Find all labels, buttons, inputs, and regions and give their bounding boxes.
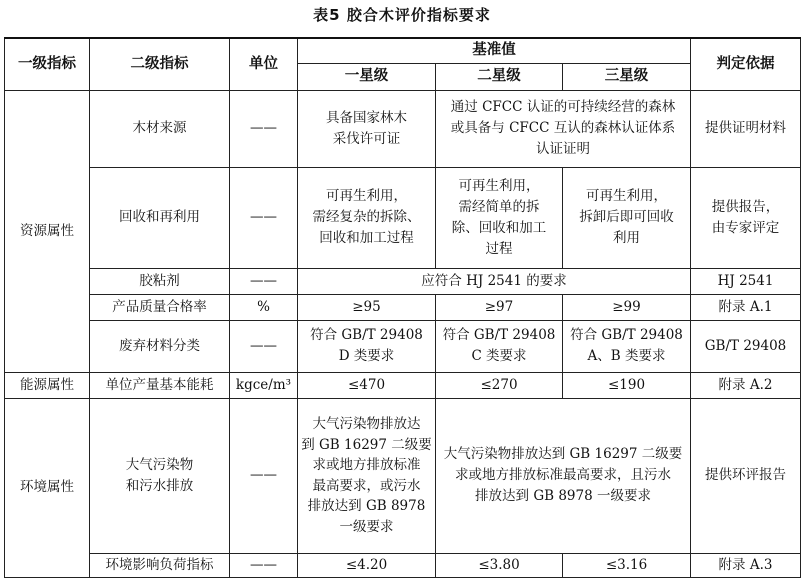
star1-value: 符合 GB/T 29408 D 类要求 bbox=[298, 320, 436, 372]
indicator-name: 回收和再利用 bbox=[90, 167, 230, 268]
table-row bbox=[5, 372, 801, 398]
star1-value: ≤4.20 bbox=[298, 553, 436, 577]
indicator-unit: kgce/m³ bbox=[230, 372, 298, 398]
basis-value: 附录 A.2 bbox=[691, 372, 801, 398]
indicator-unit: % bbox=[230, 294, 298, 320]
basis-value: 提供环评报告 bbox=[691, 398, 801, 553]
star2-value: ≤3.80 bbox=[436, 553, 563, 577]
header-basis: 判定依据 bbox=[691, 38, 801, 90]
star1-value: ≥95 bbox=[298, 294, 436, 320]
table-row bbox=[5, 167, 801, 268]
category-energy: 能源属性 bbox=[5, 372, 90, 398]
header-level2: 二级指标 bbox=[90, 38, 230, 90]
basis-value: 附录 A.1 bbox=[691, 294, 801, 320]
basis-value: GB/T 29408 bbox=[691, 320, 801, 372]
basis-value: 提供报告， 由专家评定 bbox=[691, 167, 801, 268]
table-row bbox=[5, 294, 801, 320]
indicator-unit: —— bbox=[230, 320, 298, 372]
category-environment: 环境属性 bbox=[5, 398, 90, 577]
star2-value: ≤270 bbox=[436, 372, 563, 398]
star3-value: ≤190 bbox=[563, 372, 691, 398]
header-star3: 三星级 bbox=[563, 63, 691, 90]
table-row bbox=[5, 90, 801, 167]
indicator-name: 大气污染物 和污水排放 bbox=[90, 398, 230, 553]
star3-value: 可再生利用， 拆卸后即可回收 利用 bbox=[563, 167, 691, 268]
indicator-name: 废弃材料分类 bbox=[90, 320, 230, 372]
indicator-unit: —— bbox=[230, 553, 298, 577]
evaluation-table bbox=[4, 37, 801, 578]
star1-value: 可再生利用， 需经复杂的拆除、 回收和加工过程 bbox=[298, 167, 436, 268]
indicator-unit: —— bbox=[230, 398, 298, 553]
header-level1: 一级指标 bbox=[5, 38, 90, 90]
basis-value: 提供证明材料 bbox=[691, 90, 801, 167]
indicator-name: 单位产量基本能耗 bbox=[90, 372, 230, 398]
indicator-unit: —— bbox=[230, 90, 298, 167]
star3-value: ≤3.16 bbox=[563, 553, 691, 577]
header-row-1 bbox=[5, 38, 801, 63]
indicator-name: 产品质量合格率 bbox=[90, 294, 230, 320]
star1-value: ≤470 bbox=[298, 372, 436, 398]
header-star1: 一星级 bbox=[298, 63, 436, 90]
indicator-unit: —— bbox=[230, 268, 298, 294]
table-row bbox=[5, 553, 801, 577]
star1-value: 大气污染物排放达 到 GB 16297 二级要 求或地方排放标准 最高要求，或污水 排放达到 GB 8978 一级要求 bbox=[298, 398, 436, 553]
star1-value: 具备国家林木 采伐许可证 bbox=[298, 90, 436, 167]
star3-value: 符合 GB/T 29408 A、B 类要求 bbox=[563, 320, 691, 372]
header-unit: 单位 bbox=[230, 38, 298, 90]
header-star2: 二星级 bbox=[436, 63, 563, 90]
indicator-unit: —— bbox=[230, 167, 298, 268]
star2-value: ≥97 bbox=[436, 294, 563, 320]
star3-value: ≥99 bbox=[563, 294, 691, 320]
indicator-name: 木材来源 bbox=[90, 90, 230, 167]
star123-value: 应符合 HJ 2541 的要求 bbox=[298, 268, 691, 294]
star2-value: 可再生利用， 需经简单的拆 除、回收和加工 过程 bbox=[436, 167, 563, 268]
indicator-name: 环境影响负荷指标 bbox=[90, 553, 230, 577]
table-title: 表5 胶合木评价指标要求 bbox=[313, 6, 491, 24]
table-row bbox=[5, 320, 801, 372]
indicator-name: 胶粘剂 bbox=[90, 268, 230, 294]
table-row bbox=[5, 268, 801, 294]
star2-value: 符合 GB/T 29408 C 类要求 bbox=[436, 320, 563, 372]
star23-value: 大气污染物排放达到 GB 16297 二级要 求或地方排放标准最高要求，且污水 排放达到 GB 8978 一级要求 bbox=[436, 398, 691, 553]
table-row bbox=[5, 398, 801, 553]
header-baseline: 基准值 bbox=[298, 38, 691, 63]
star23-value: 通过 CFCC 认证的可持续经营的森林 或具备与 CFCC 互认的森林认证体系 认证证明 bbox=[436, 90, 691, 167]
basis-value: 附录 A.3 bbox=[691, 553, 801, 577]
basis-value: HJ 2541 bbox=[691, 268, 801, 294]
category-resource: 资源属性 bbox=[5, 90, 90, 372]
